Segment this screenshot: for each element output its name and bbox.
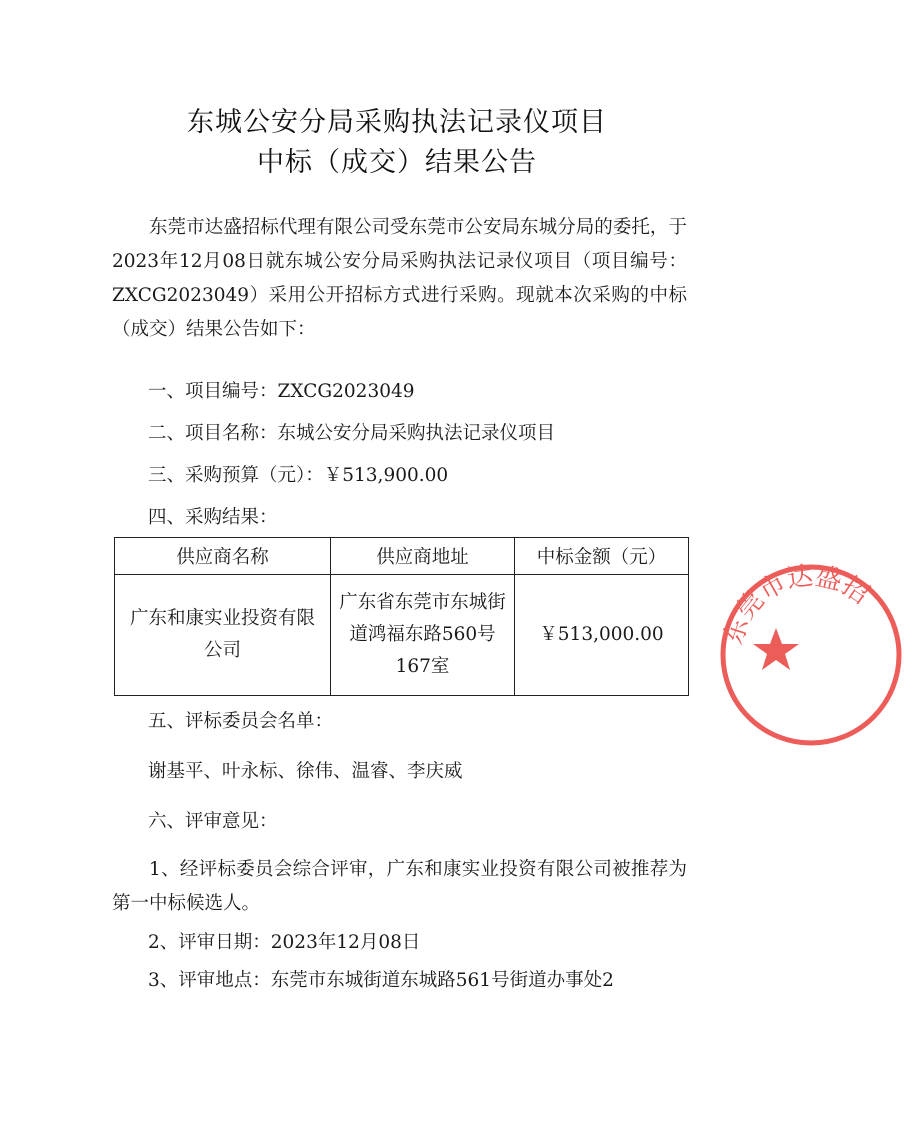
table-header-row [115, 538, 689, 575]
item-result-heading: 四、采购结果： [148, 507, 278, 528]
announcement-title-line2: 中标（成交）结果公告 [257, 147, 537, 178]
intro-paragraph: 东莞市达盛招标代理有限公司受东莞市公安局东城分局的委托，于2023年12月08日就东城公安分局采购执法记录仪项目（项目编号：ZXCG2023049）采用公开招标方式进行采购。现就本次采购的中标（成交）结果公告如下： [112, 217, 687, 340]
seal-star-icon [753, 628, 799, 670]
table-row [115, 575, 689, 696]
committee-members: 谢基平、叶永标、徐伟、温睿、李庆威 [148, 761, 463, 782]
review-heading: 六、评审意见： [148, 811, 278, 832]
header-supplier-address: 供应商地址 [331, 538, 515, 575]
committee-heading: 五、评标委员会名单： [148, 711, 334, 732]
announcement-title-line1: 东城公安分局采购执法记录仪项目 [187, 107, 607, 138]
item-project-name: 二、项目名称：东城公安分局采购执法记录仪项目 [148, 423, 556, 444]
cell-award-amount: ￥513,000.00 [515, 575, 689, 696]
review-item-3: 3、评审地点：东莞市东城街道东城路561号街道办事处2 [148, 970, 614, 991]
seal-text: 东莞市达盛招 [718, 561, 875, 649]
header-supplier-name: 供应商名称 [115, 538, 331, 575]
company-seal [716, 560, 906, 750]
cell-supplier-name: 广东和康实业投资有限公司 [115, 575, 331, 696]
review-item-2: 2、评审日期：2023年12月08日 [148, 932, 421, 953]
item-project-number: 一、项目编号：ZXCG2023049 [148, 381, 415, 402]
result-table [114, 537, 689, 696]
item-budget: 三、采购预算（元）：￥513,900.00 [148, 465, 449, 486]
svg-text:东莞市达盛招 [718, 561, 874, 648]
cell-supplier-address: 广东省东莞市东城街道鸿福东路560号167室 [331, 575, 515, 696]
header-award-amount: 中标金额（元） [515, 538, 689, 575]
review-item-1: 1、经评标委员会综合评审，广东和康实业投资有限公司被推荐为第一中标候选人。 [112, 859, 687, 914]
